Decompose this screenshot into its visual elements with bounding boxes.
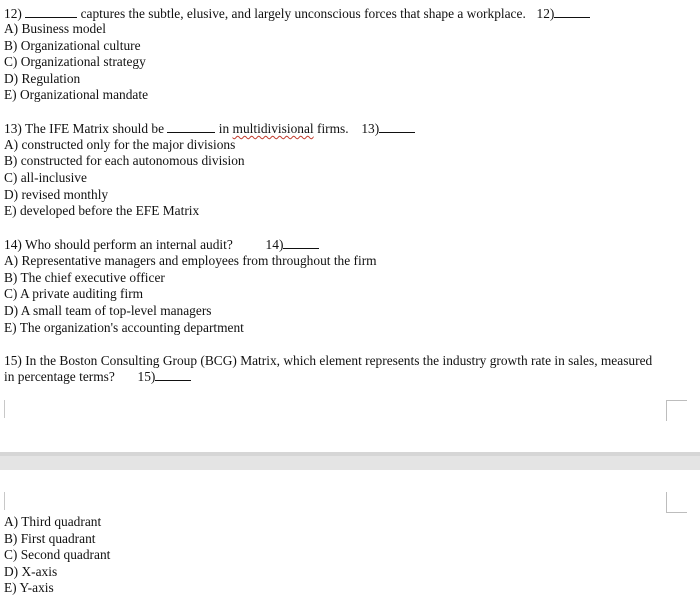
question-15-option-b: B) First quadrant <box>4 531 96 546</box>
question-15-option-a: A) Third quadrant <box>4 514 102 529</box>
question-12-option-c: C) Organizational strategy <box>4 54 146 69</box>
spellcheck-word: multidivisional <box>232 121 314 136</box>
question-13-text-start: 13) The IFE Matrix should be <box>4 121 165 136</box>
question-13-option-d: D) revised monthly <box>4 187 109 202</box>
margin-mark-left-2 <box>4 492 5 510</box>
question-15-stem-line-2 <box>4 369 191 385</box>
question-12-stem <box>4 6 590 22</box>
question-15-text: in percentage terms? <box>4 369 115 384</box>
question-14-option-e: E) The organization's accounting department <box>4 320 244 335</box>
question-14-answer-blank <box>283 237 319 249</box>
question-13-answer-blank <box>379 121 415 133</box>
question-14-option-c: C) A private auditing firm <box>4 286 144 301</box>
page-break <box>0 452 700 470</box>
question-14-option-a: A) Representative managers and employees from throughout the firm <box>4 253 377 268</box>
question-12-number: 12) <box>4 6 22 21</box>
margin-mark-left <box>4 400 5 418</box>
question-12-option-e: E) Organizational mandate <box>4 87 149 102</box>
question-13-option-e: E) developed before the EFE Matrix <box>4 203 200 218</box>
question-12-blank <box>25 6 77 18</box>
margin-corner-right <box>666 400 687 421</box>
question-13-stem <box>4 121 415 137</box>
question-13-option-a: A) constructed only for the major divisions <box>4 137 236 152</box>
question-14-option-b: B) The chief executive officer <box>4 270 165 285</box>
question-13-answer-ref: 13) <box>361 121 380 136</box>
question-12-option-a: A) Business model <box>4 21 106 36</box>
question-12-answer-blank <box>554 6 590 18</box>
question-12-option-d: D) Regulation <box>4 71 81 86</box>
question-12-option-b: B) Organizational culture <box>4 38 141 53</box>
question-14-text: 14) Who should perform an internal audit? <box>4 237 233 252</box>
question-12-answer-ref: 12) <box>536 6 555 21</box>
question-14-option-d: D) A small team of top-level managers <box>4 303 212 318</box>
question-14-answer-ref: 14) <box>265 237 284 252</box>
document-page-2 <box>0 470 700 599</box>
question-13-text-in: in <box>218 121 230 136</box>
question-15-answer-ref: 15) <box>137 369 156 384</box>
question-15-option-d: D) X-axis <box>4 564 58 579</box>
question-15-stem-line-1: 15) In the Boston Consulting Group (BCG) Matrix, which element represents the industry growth rate in sales, measured <box>4 353 653 368</box>
question-15-option-c: C) Second quadrant <box>4 547 111 562</box>
question-14-stem <box>4 237 319 253</box>
question-13-text-end: firms. <box>317 121 349 136</box>
question-15-option-e: E) Y-axis <box>4 580 54 595</box>
question-13-option-c: C) all-inclusive <box>4 170 87 185</box>
margin-corner-right-2 <box>666 492 687 513</box>
question-15-answer-blank <box>155 369 191 381</box>
question-13-option-b: B) constructed for each autonomous division <box>4 153 245 168</box>
question-13-blank <box>167 121 215 133</box>
question-12-text: captures the subtle, elusive, and largely unconscious forces that shape a workplace. <box>80 6 526 21</box>
